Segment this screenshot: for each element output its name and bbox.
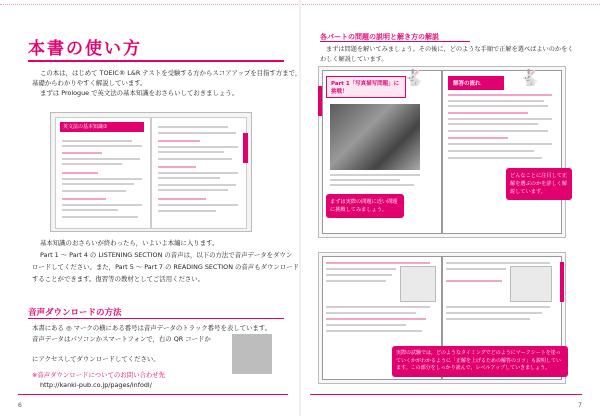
- qr-code-image[interactable]: [232, 334, 272, 374]
- inquiry-url[interactable]: http://kanki-pub.co.jp/pages/infodl/: [40, 381, 152, 389]
- top-dotted-rule: [0, 4, 298, 5]
- after-line-4: することができます。復習等の教材としてご活用ください。: [32, 275, 205, 283]
- right-intro-line-1: まずは問題を解いてみましょう。その後に，どのような手順で正解を選べばよいのかをく: [326, 46, 574, 53]
- page-number-left: 6: [18, 402, 22, 409]
- part1-badge: Part 1「写真描写問題」に挑戦！: [326, 76, 406, 98]
- audio-section-title: 音声ダウンロードの方法: [28, 308, 122, 318]
- top-dotted-rule-right: [302, 4, 600, 5]
- part-side-tab: [318, 86, 322, 116]
- after-line-1: 基本知識のおさらいが終わったら，いよいよ本編に入ります。: [40, 239, 219, 247]
- spread-gutter: [299, 0, 301, 416]
- intro-line-3: まずは Prologue で英文法の基本知識をおさらいしておきましょう。: [40, 89, 239, 97]
- footer-rule: [18, 394, 288, 395]
- callout-steps: どんなことに注目して正解を選ぶのかを詳しく解説しています。: [506, 168, 572, 200]
- sample-page-left: [55, 117, 151, 229]
- callout-first: まずは実際の問題に近い問題に挑戦してみましょう。: [326, 194, 404, 218]
- audio-line-3: にアクセスしてダウンロードしてください。: [32, 355, 160, 363]
- right-intro-line-2: わしく解説しています。: [320, 56, 388, 63]
- sample-page-right: [151, 117, 247, 229]
- audio-section-rule: [28, 318, 284, 319]
- footer-rule-right: [310, 394, 582, 395]
- intro-line-2: 基礎からわかりやすく解説しています。: [32, 79, 147, 87]
- sample-photo: [330, 104, 420, 170]
- sample-page-header: 英文法の基本知識①: [60, 122, 144, 132]
- sample-spread-image: [50, 112, 252, 232]
- solve-badge: 解答の流れ: [448, 76, 504, 90]
- audio-line-2: 音声データはパソコンかスマートフォンで，右の QR コードか: [32, 335, 211, 343]
- rabbit-mascot-icon-2: 🐇: [520, 68, 540, 87]
- intro-line-1: この本は，はじめて TOEIC® L&R テストを受験する方からスコアアップを目指す方まで，: [40, 69, 302, 77]
- page-number-right: 7: [578, 402, 582, 409]
- audio-line-1: 本書にある ◎ マークの横にある番号は音声データのトラック番号を表しています。: [32, 324, 272, 332]
- answer-sheet-thumb: [400, 266, 436, 302]
- lower-side-tab: [560, 262, 564, 302]
- after-line-2: Part 1 ～ Part 4 の LISTENING SECTION の音声は，以下の方法で音声データをダウン: [40, 251, 293, 259]
- rabbit-mascot-icon: 🐇: [404, 68, 424, 87]
- callout-bottom: 実際の試験では，どのようなタイミングでどのようにマークシートを塗っていくかがわかるように「正解を上げるための解答のコツ」も説明しています。この部分をしっかり読んで，レベルアップしていきましょう。: [392, 346, 568, 377]
- right-page-title: 各パートの問題の説明と解き方の解説: [320, 33, 439, 41]
- title-rule: [28, 60, 284, 62]
- answer-sheet-thumb-2: [510, 266, 552, 302]
- page-title: 本書の使い方: [28, 39, 142, 59]
- right-title-rule: [320, 41, 470, 42]
- inquiry-label: ※音声ダウンロードについてのお問い合わせ先: [32, 371, 166, 379]
- sample-side-tab: [243, 133, 248, 163]
- after-line-3: ロードしてください。また，Part 5 ～ Part 7 の READING SECTION の音声もダウンロード: [32, 263, 299, 271]
